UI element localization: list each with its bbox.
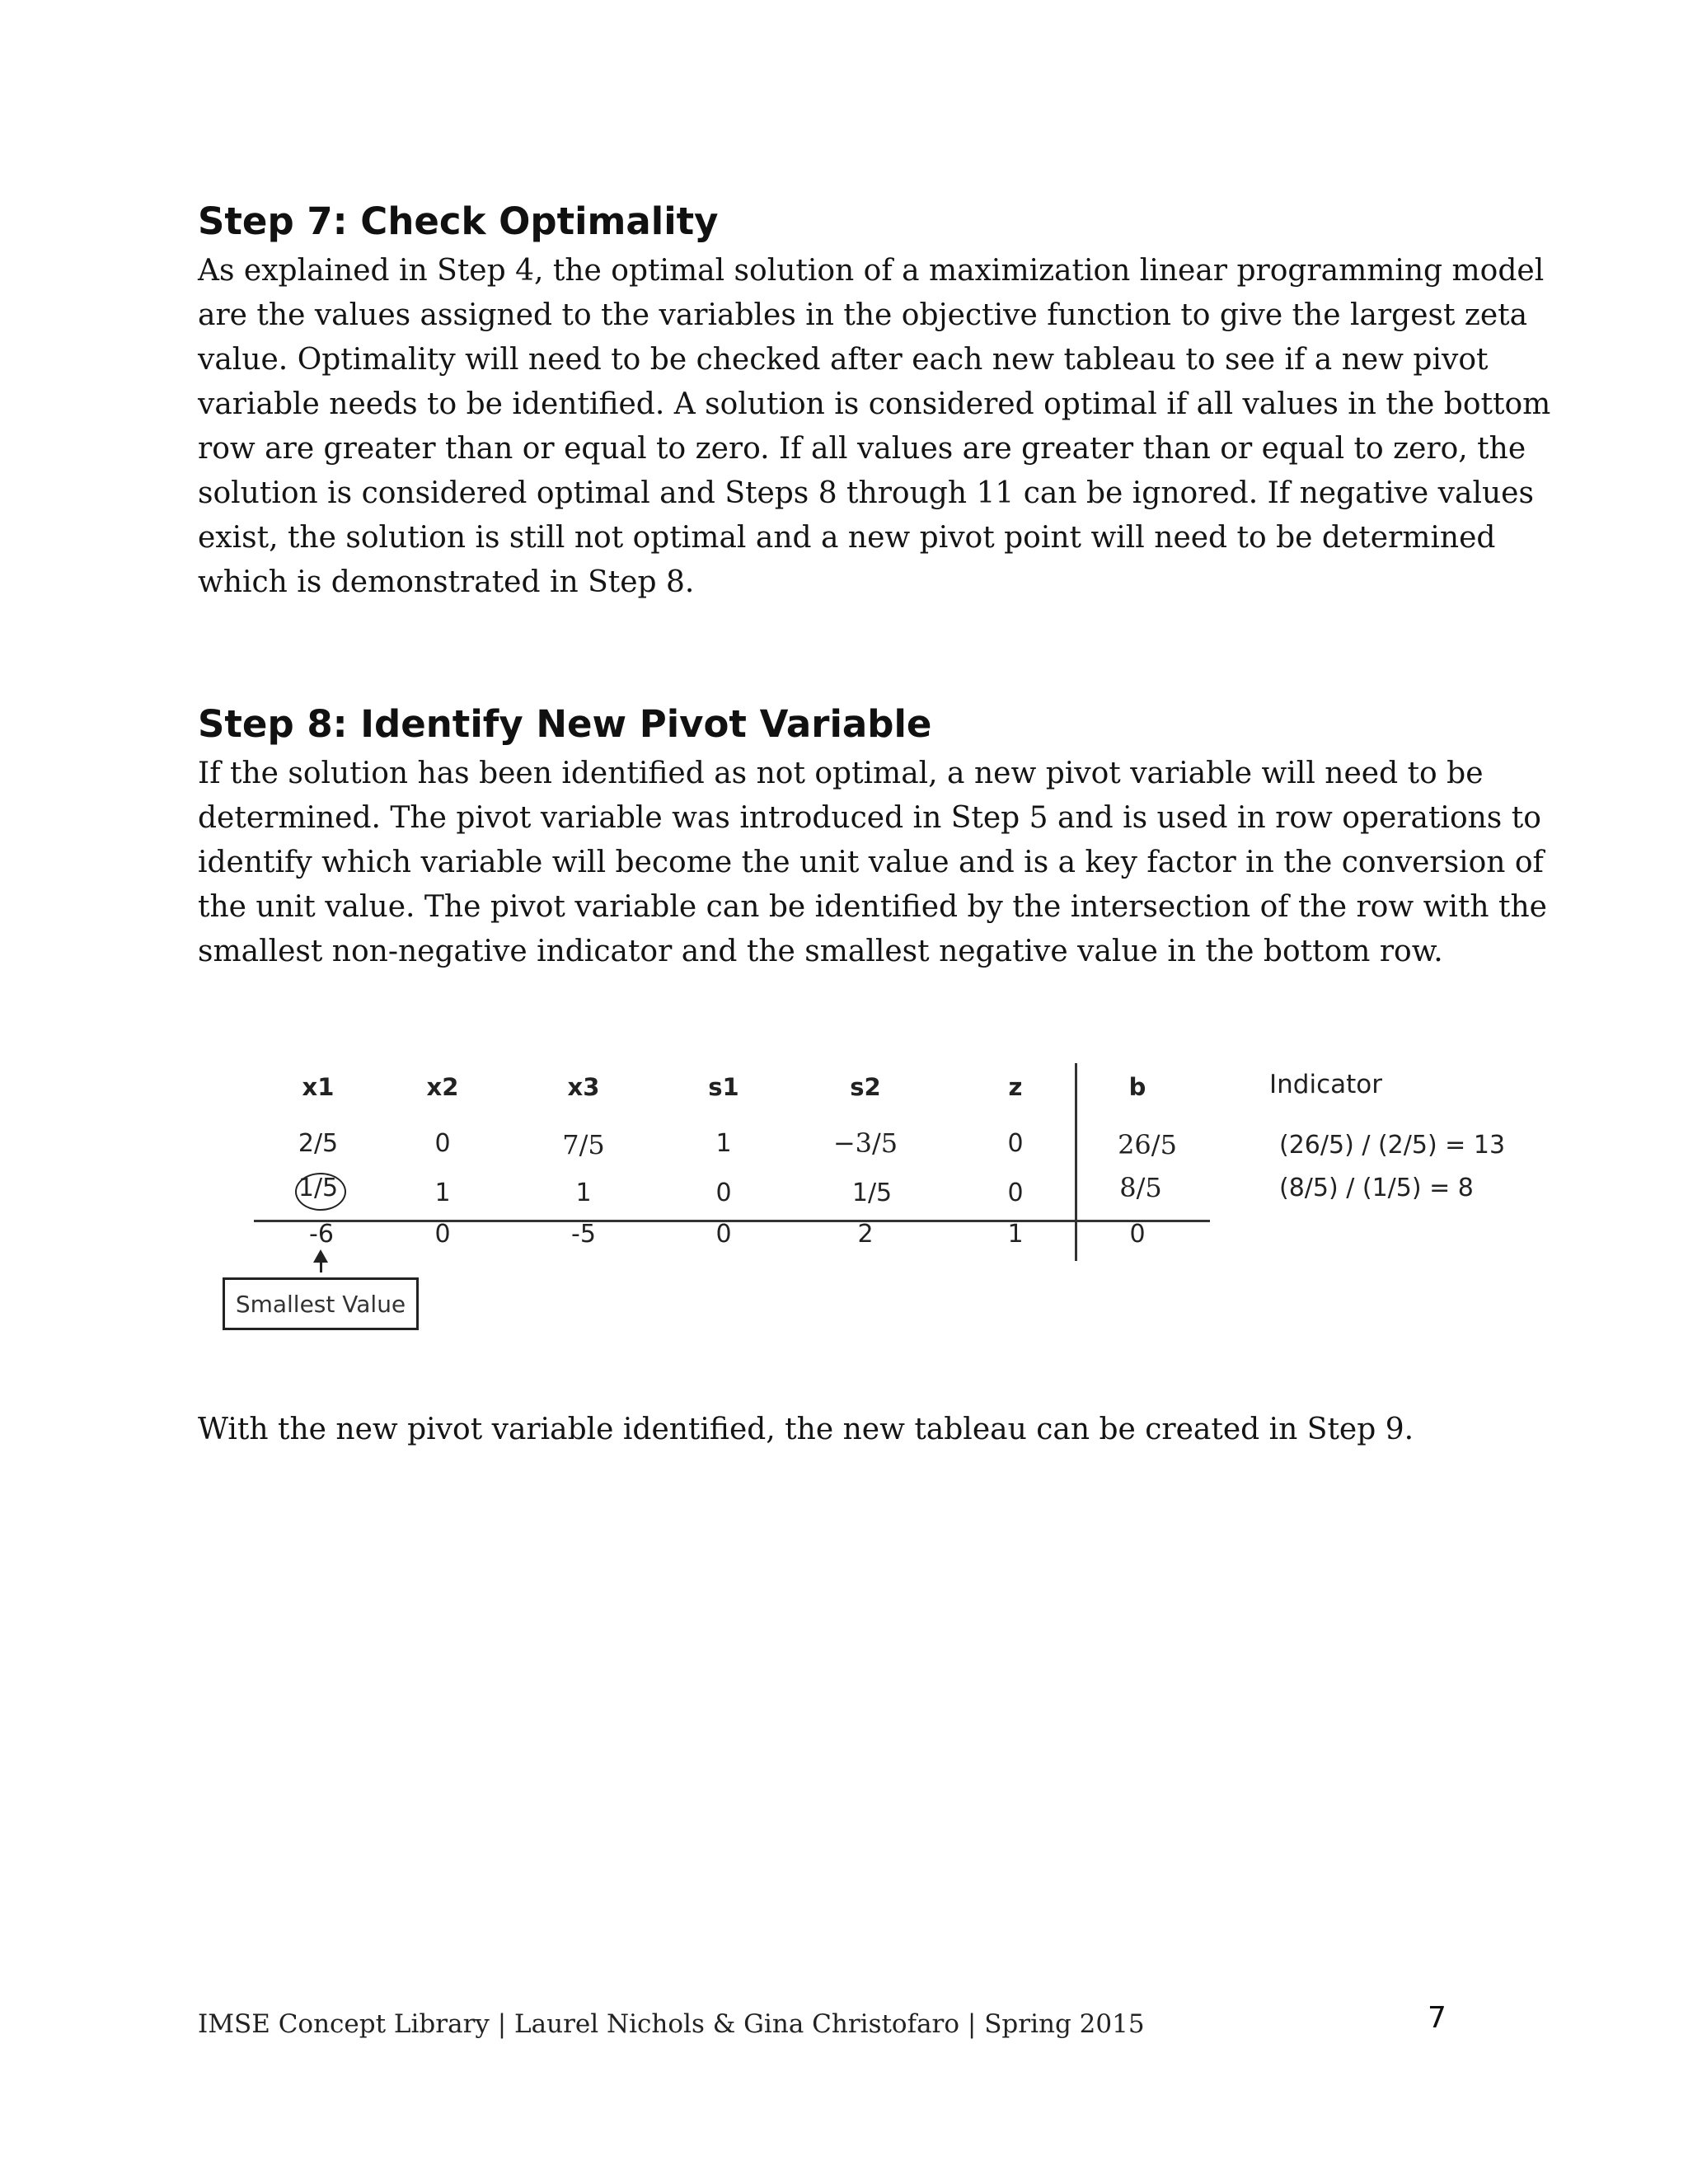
step7-line: which is demonstrated in Step 8. [198,565,695,599]
step8-line: smallest non-negative indicator and the smallest negative value in the bottom row. [198,935,1443,968]
arrow-shaft [320,1261,322,1272]
step7-line: value. Optimality will need to be checked after each new tableau to see if a new pivot [198,343,1489,377]
step7-paragraph [198,249,1551,605]
smallest-value-label: Smallest Value [223,1277,419,1330]
bottom-row-divider [254,1220,1210,1222]
tableau-cell: 1 [715,1129,732,1158]
tableau-cell: -5 [571,1220,596,1249]
tableau-cell: 0 [1007,1179,1024,1207]
tableau-cell: 2 [857,1220,874,1249]
tableau-cell: 0 [1007,1129,1024,1158]
step7-line: exist, the solution is still not optimal and a new pivot point will need to be determined [198,521,1496,555]
indicator-header: Indicator [1269,1070,1382,1099]
tableau-cell: 26/5 [1118,1129,1177,1160]
step7-line: variable needs to be identified. A solution is considered optimal if all values in the bottom [198,387,1551,421]
step7-line: As explained in Step 4, the optimal solution of a maximization linear programming model [198,254,1545,288]
tableau-cell: 1 [575,1179,592,1207]
tableau-cell: 7/5 [562,1129,605,1160]
tableau-cell: 0 [434,1220,451,1249]
tableau-cell: −3/5 [832,1127,898,1159]
step8-line: If the solution has been identified as not optimal, a new pivot variable will need to be [198,757,1484,790]
indicator-row1: (26/5) / (2/5) = 13 [1279,1131,1506,1160]
step8-line: identify which variable will become the unit value and is a key factor in the conversion of [198,846,1544,879]
closing-section [198,1408,1484,1452]
header-b: b [1128,1073,1146,1101]
tableau-cell: 8/5 [1119,1172,1162,1203]
header-x1: x1 [302,1073,335,1101]
step7-heading: Step 7: Check Optimality [198,199,719,243]
page-number: 7 [1428,2001,1447,2035]
tableau-cell: 0 [715,1179,732,1207]
step7-line: row are greater than or equal to zero. If all values are greater than or equal to zero, the [198,432,1526,466]
step8-section [198,701,1547,974]
tableau-cell: 1/5 [851,1179,893,1207]
rhs-divider [1075,1063,1077,1261]
step8-line: determined. The pivot variable was introduced in Step 5 and is used in row operations to [198,801,1541,835]
smallest-value-cell: -6 [309,1220,334,1249]
header-x2: x2 [426,1073,459,1101]
step8-heading: Step 8: Identify New Pivot Variable [198,702,932,746]
closing-text: With the new pivot variable identified, the new tableau can be created in Step 9. [198,1413,1414,1446]
indicator-row2: (8/5) / (1/5) = 8 [1279,1174,1474,1202]
header-s1: s1 [708,1073,739,1101]
step7-line: are the values assigned to the variables in the objective function to give the largest zeta [198,298,1528,332]
step8-line: the unit value. The pivot variable can be identified by the intersection of the row with the [198,890,1547,924]
tableau-cell: 0 [434,1129,451,1158]
tableau-cell: 1 [434,1179,451,1207]
tableau-cell: 2/5 [298,1129,339,1158]
tableau-cell: 1 [1007,1220,1024,1249]
step7-section [198,198,1551,605]
step8-paragraph [198,752,1547,974]
page-footer: IMSE Concept Library | Laurel Nichols & Gina Christofaro | Spring 2015 [198,2009,1145,2039]
pivot-cell: 1/5 [298,1174,339,1202]
tableau-cell: 0 [1129,1220,1146,1249]
header-s2: s2 [850,1073,881,1101]
step7-line: solution is considered optimal and Steps 8 through 11 can be ignored. If negative values [198,476,1534,510]
header-x3: x3 [567,1073,600,1101]
simplex-tableau-figure [198,1063,1533,1376]
header-z: z [1008,1073,1023,1101]
tableau-cell: 0 [715,1220,732,1249]
